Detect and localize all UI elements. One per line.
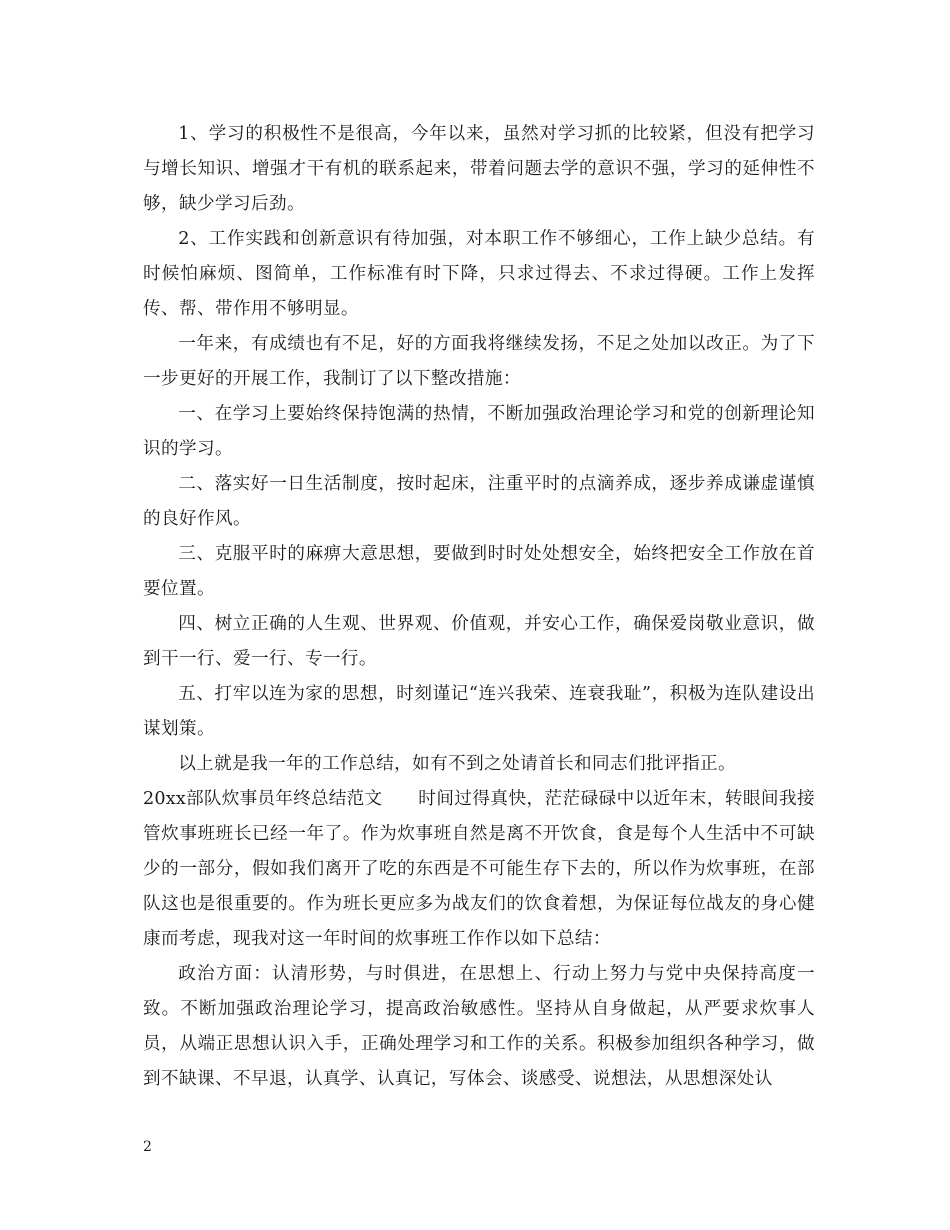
document-body (143, 117, 815, 1097)
article-intro-text: 时间过得真快，茫茫碌碌中以近年末，转眼间我接管炊事班班长已经一年了。作为炊事班自然是离不开饮食，食是每个人生活中不可缺少的一部分，假如我们离开了吃的东西是不可能生存下去的，所以作为炊事班，在部队这也是很重要的。作为班长更应多为战友们的饮食着想，为保证每位战友的身心健康而考虑，现我对这一年时间的炊事班工作作以如下总结： (143, 789, 815, 949)
paragraph-article-intro (143, 782, 815, 957)
paragraph-measure-5: 五、打牢以连为家的思想，时刻谨记“连兴我荣、连衰我耻”，积极为连队建设出谋划策。 (143, 684, 815, 739)
paragraph-year-review: 一年来，有成绩也有不足，好的方面我将继续发扬，不足之处加以改正。为了下一步更好的开展工作，我制订了以下整改措施： (143, 334, 815, 389)
paragraph-learning-motivation: 1、学习的积极性不是很高，今年以来，虽然对学习抓的比较紧，但没有把学习与增长知识、增强才干有机的联系起来，带着问题去学的意识不强，学习的延伸性不够，缺少学习后劲。 (143, 124, 815, 214)
page-number: 2 (143, 1139, 152, 1155)
paragraph-measure-2: 二、落实好一日生活制度，按时起床，注重平时的点滴养成，逐步养成谦虚谨慎的良好作风。 (143, 474, 815, 529)
paragraph-measure-3: 三、克服平时的麻痹大意思想，要做到时时处处想安全，始终把安全工作放在首要位置。 (143, 544, 815, 599)
paragraph-closing: 以上就是我一年的工作总结，如有不到之处请首长和同志们批评指正。 (178, 754, 736, 774)
article-title: 20xx部队炊事员年终总结范文 (143, 789, 383, 809)
paragraph-measure-4: 四、树立正确的人生观、世界观、价值观，并安心工作，确保爱岗敬业意识，做到干一行、爱一行、专一行。 (143, 614, 815, 669)
paragraph-politics: 政治方面：认清形势，与时俱进，在思想上、行动上努力与党中央保持高度一致。不断加强政治理论学习，提高政治敏感性。坚持从自身做起，从严要求炊事人员，从端正思想认识入手，正确处理学习和工作的关系。积极参加组织各种学习，做到不缺课、不早退，认真学、认真记，写体会、谈感受、说想法，从思想深处认 (143, 964, 815, 1089)
paragraph-measure-1: 一、在学习上要始终保持饱满的热情，不断加强政治理论学习和党的创新理论知识的学习。 (143, 404, 815, 459)
paragraph-work-innovation: 2、工作实践和创新意识有待加强，对本职工作不够细心，工作上缺少总结。有时候怕麻烦、图简单，工作标准有时下降，只求过得去、不求过得硬。工作上发挥传、帮、带作用不够明显。 (143, 229, 815, 319)
